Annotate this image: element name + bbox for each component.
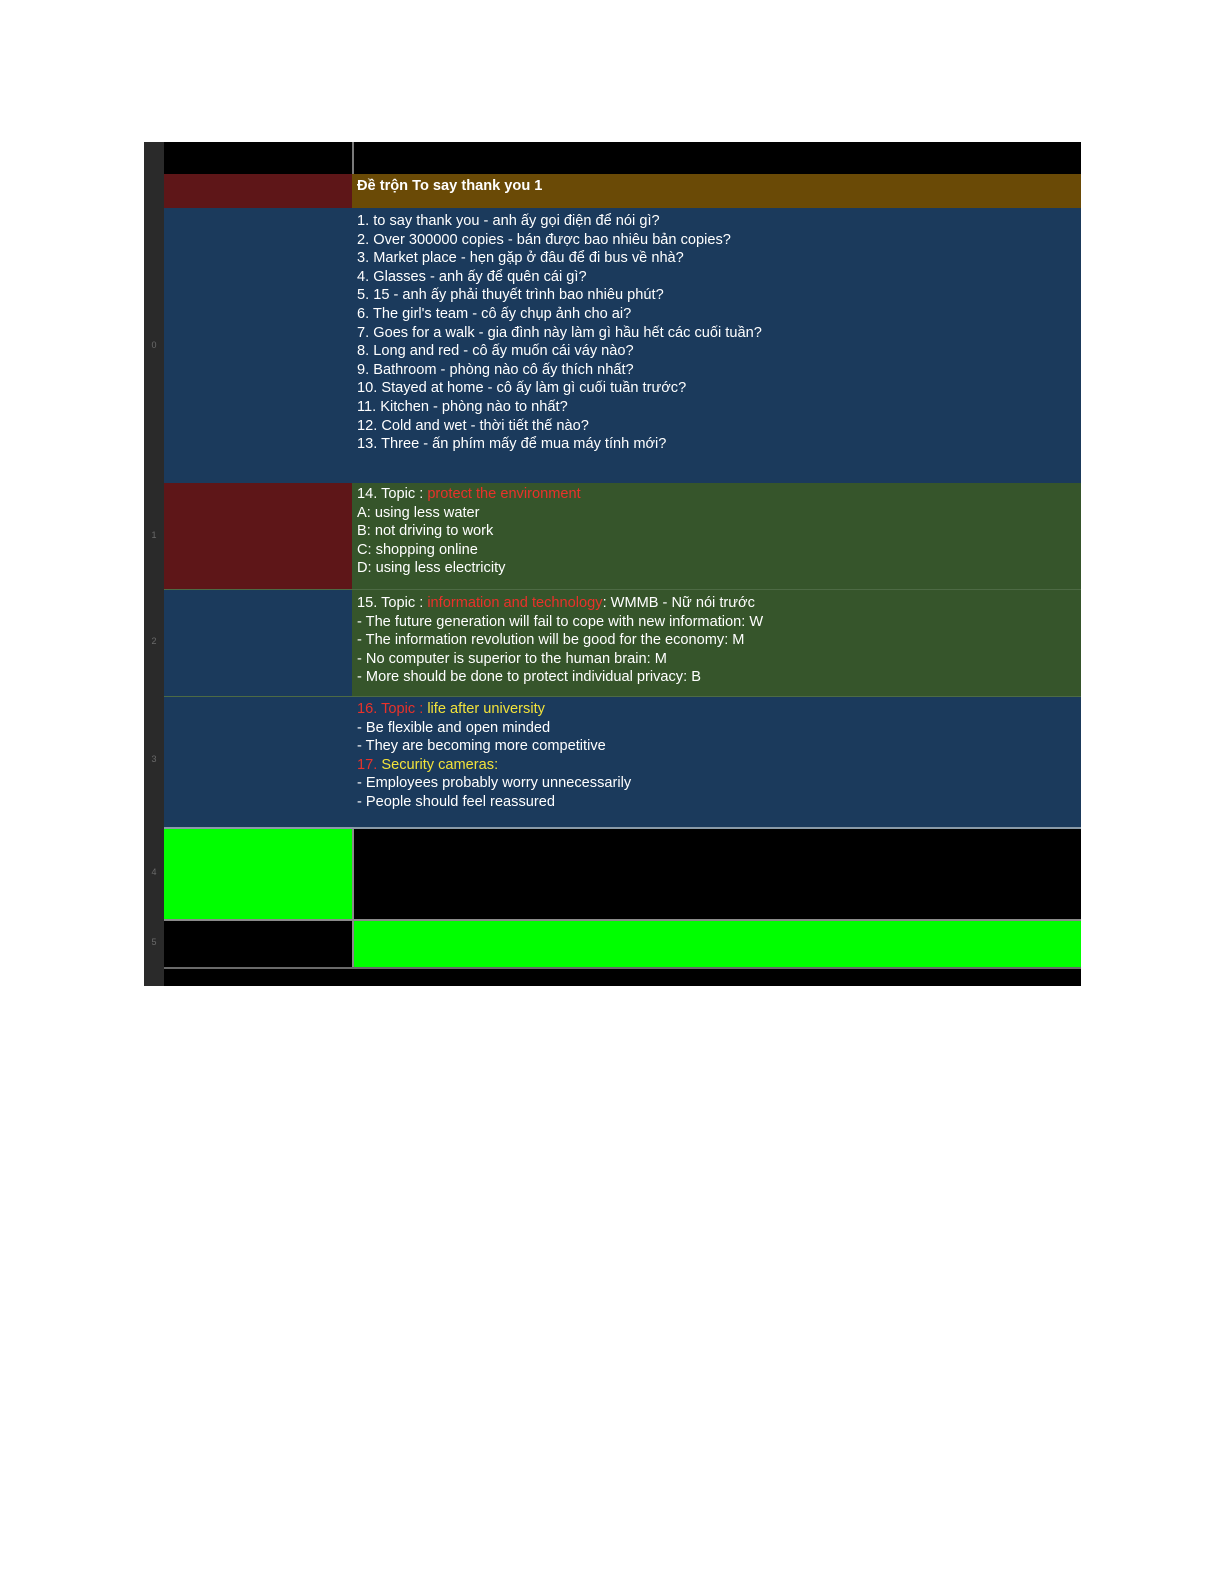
cell-a[interactable] xyxy=(164,590,352,697)
list-item: - The information revolution will be good for the economy: M xyxy=(357,632,745,649)
sheet-row-lime-b xyxy=(164,921,1081,967)
cell-a[interactable] xyxy=(164,174,352,208)
list-item: 2. Over 300000 copies - bán được bao nhiêu bản copies? xyxy=(357,231,731,248)
list-item: - No computer is superior to the human brain: M xyxy=(357,650,667,667)
page-title: Đề trộn To say thank you 1 xyxy=(357,178,543,194)
cell-b-title[interactable] xyxy=(352,174,1081,208)
spreadsheet xyxy=(144,142,1081,986)
row-number[interactable]: 2 xyxy=(151,636,157,646)
q14-topic: protect the environment xyxy=(427,486,581,502)
q15-topic: information and technology xyxy=(427,595,603,611)
cell-a[interactable] xyxy=(164,208,352,483)
sheet-row-lime-a xyxy=(164,829,1081,919)
q17-topic: Security cameras: xyxy=(381,756,499,773)
list-item: 3. Market place - hẹn gặp ở đâu để đi bus về nhà? xyxy=(357,250,684,267)
q16-topic: life after university xyxy=(427,701,545,717)
cell-b-lime[interactable] xyxy=(352,921,1081,967)
sheet-row-q15 xyxy=(164,590,1081,697)
list-item: 11. Kitchen - phòng nào to nhất? xyxy=(357,398,568,415)
cell-b-q15[interactable] xyxy=(352,590,1081,697)
list-item: - They are becoming more competitive xyxy=(357,738,606,755)
sheet-row-empty-top xyxy=(164,142,1081,174)
cell-a-lime[interactable] xyxy=(164,829,352,919)
q17-prefix: 17. xyxy=(357,756,382,773)
list-item: 9. Bathroom - phòng nào cô ấy thích nhất? xyxy=(357,361,634,378)
row-divider xyxy=(164,967,1081,969)
sheet-row-title xyxy=(164,174,1081,208)
option-item: B: not driving to work xyxy=(357,523,494,540)
cell-a[interactable] xyxy=(164,142,352,174)
list-item: - Employees probably worry unnecessarily xyxy=(357,775,632,792)
sheet-row-q14 xyxy=(164,483,1081,590)
option-item: C: shopping online xyxy=(357,541,478,558)
option-item: D: using less electricity xyxy=(357,560,506,577)
list-item: 10. Stayed at home - cô ấy làm gì cuối tuần trước? xyxy=(357,380,687,397)
row-number[interactable]: 3 xyxy=(151,754,157,764)
row-number[interactable]: 0 xyxy=(151,340,157,350)
cell-b[interactable] xyxy=(352,142,1081,174)
cell-b[interactable] xyxy=(352,829,1081,919)
list-item: - More should be done to protect individual privacy: B xyxy=(357,669,701,686)
row-header-gutter xyxy=(144,142,164,986)
q14-heading xyxy=(357,485,1076,504)
sheet-row-q16-q17 xyxy=(164,697,1081,828)
q15-heading xyxy=(357,594,1076,613)
option-item: A: using less water xyxy=(357,504,480,521)
sheet-row-questions xyxy=(164,208,1081,483)
list-item: - People should feel reassured xyxy=(357,793,555,810)
q17-heading xyxy=(357,756,1076,775)
list-item: 6. The girl's team - cô ấy chụp ảnh cho ai? xyxy=(357,305,632,322)
list-item: 1. to say thank you - anh ấy gọi điện để nói gì? xyxy=(357,213,660,229)
q15-suffix: : WMMB - Nữ nói trước xyxy=(602,595,755,611)
list-item: 8. Long and red - cô ấy muốn cái váy nào? xyxy=(357,343,634,360)
cell-a[interactable] xyxy=(164,483,352,590)
cell-a[interactable] xyxy=(164,697,352,828)
list-item: - The future generation will fail to cope with new information: W xyxy=(357,613,764,630)
row-number[interactable]: 4 xyxy=(151,867,157,877)
cell-b-q14[interactable] xyxy=(352,483,1081,590)
list-item: - Be flexible and open minded xyxy=(357,719,551,736)
cell-a[interactable] xyxy=(164,921,352,967)
list-item: 5. 15 - anh ấy phải thuyết trình bao nhiêu phút? xyxy=(357,287,664,304)
row-number[interactable]: 5 xyxy=(151,937,157,947)
list-item: 12. Cold and wet - thời tiết thế nào? xyxy=(357,417,589,434)
q16-prefix: 16. Topic : xyxy=(357,701,428,717)
cell-b-q16-q17[interactable] xyxy=(352,697,1081,828)
q16-heading xyxy=(357,700,1076,719)
row-number[interactable]: 1 xyxy=(151,530,157,540)
list-item: 7. Goes for a walk - gia đình này làm gì hầu hết các cuối tuần? xyxy=(357,324,762,341)
q14-prefix: 14. Topic : xyxy=(357,486,428,502)
cell-b-questions[interactable] xyxy=(352,208,1081,483)
q15-prefix: 15. Topic : xyxy=(357,595,428,611)
list-item: 13. Three - ấn phím mấy để mua máy tính mới? xyxy=(357,436,667,453)
list-item: 4. Glasses - anh ấy để quên cái gì? xyxy=(357,268,587,285)
